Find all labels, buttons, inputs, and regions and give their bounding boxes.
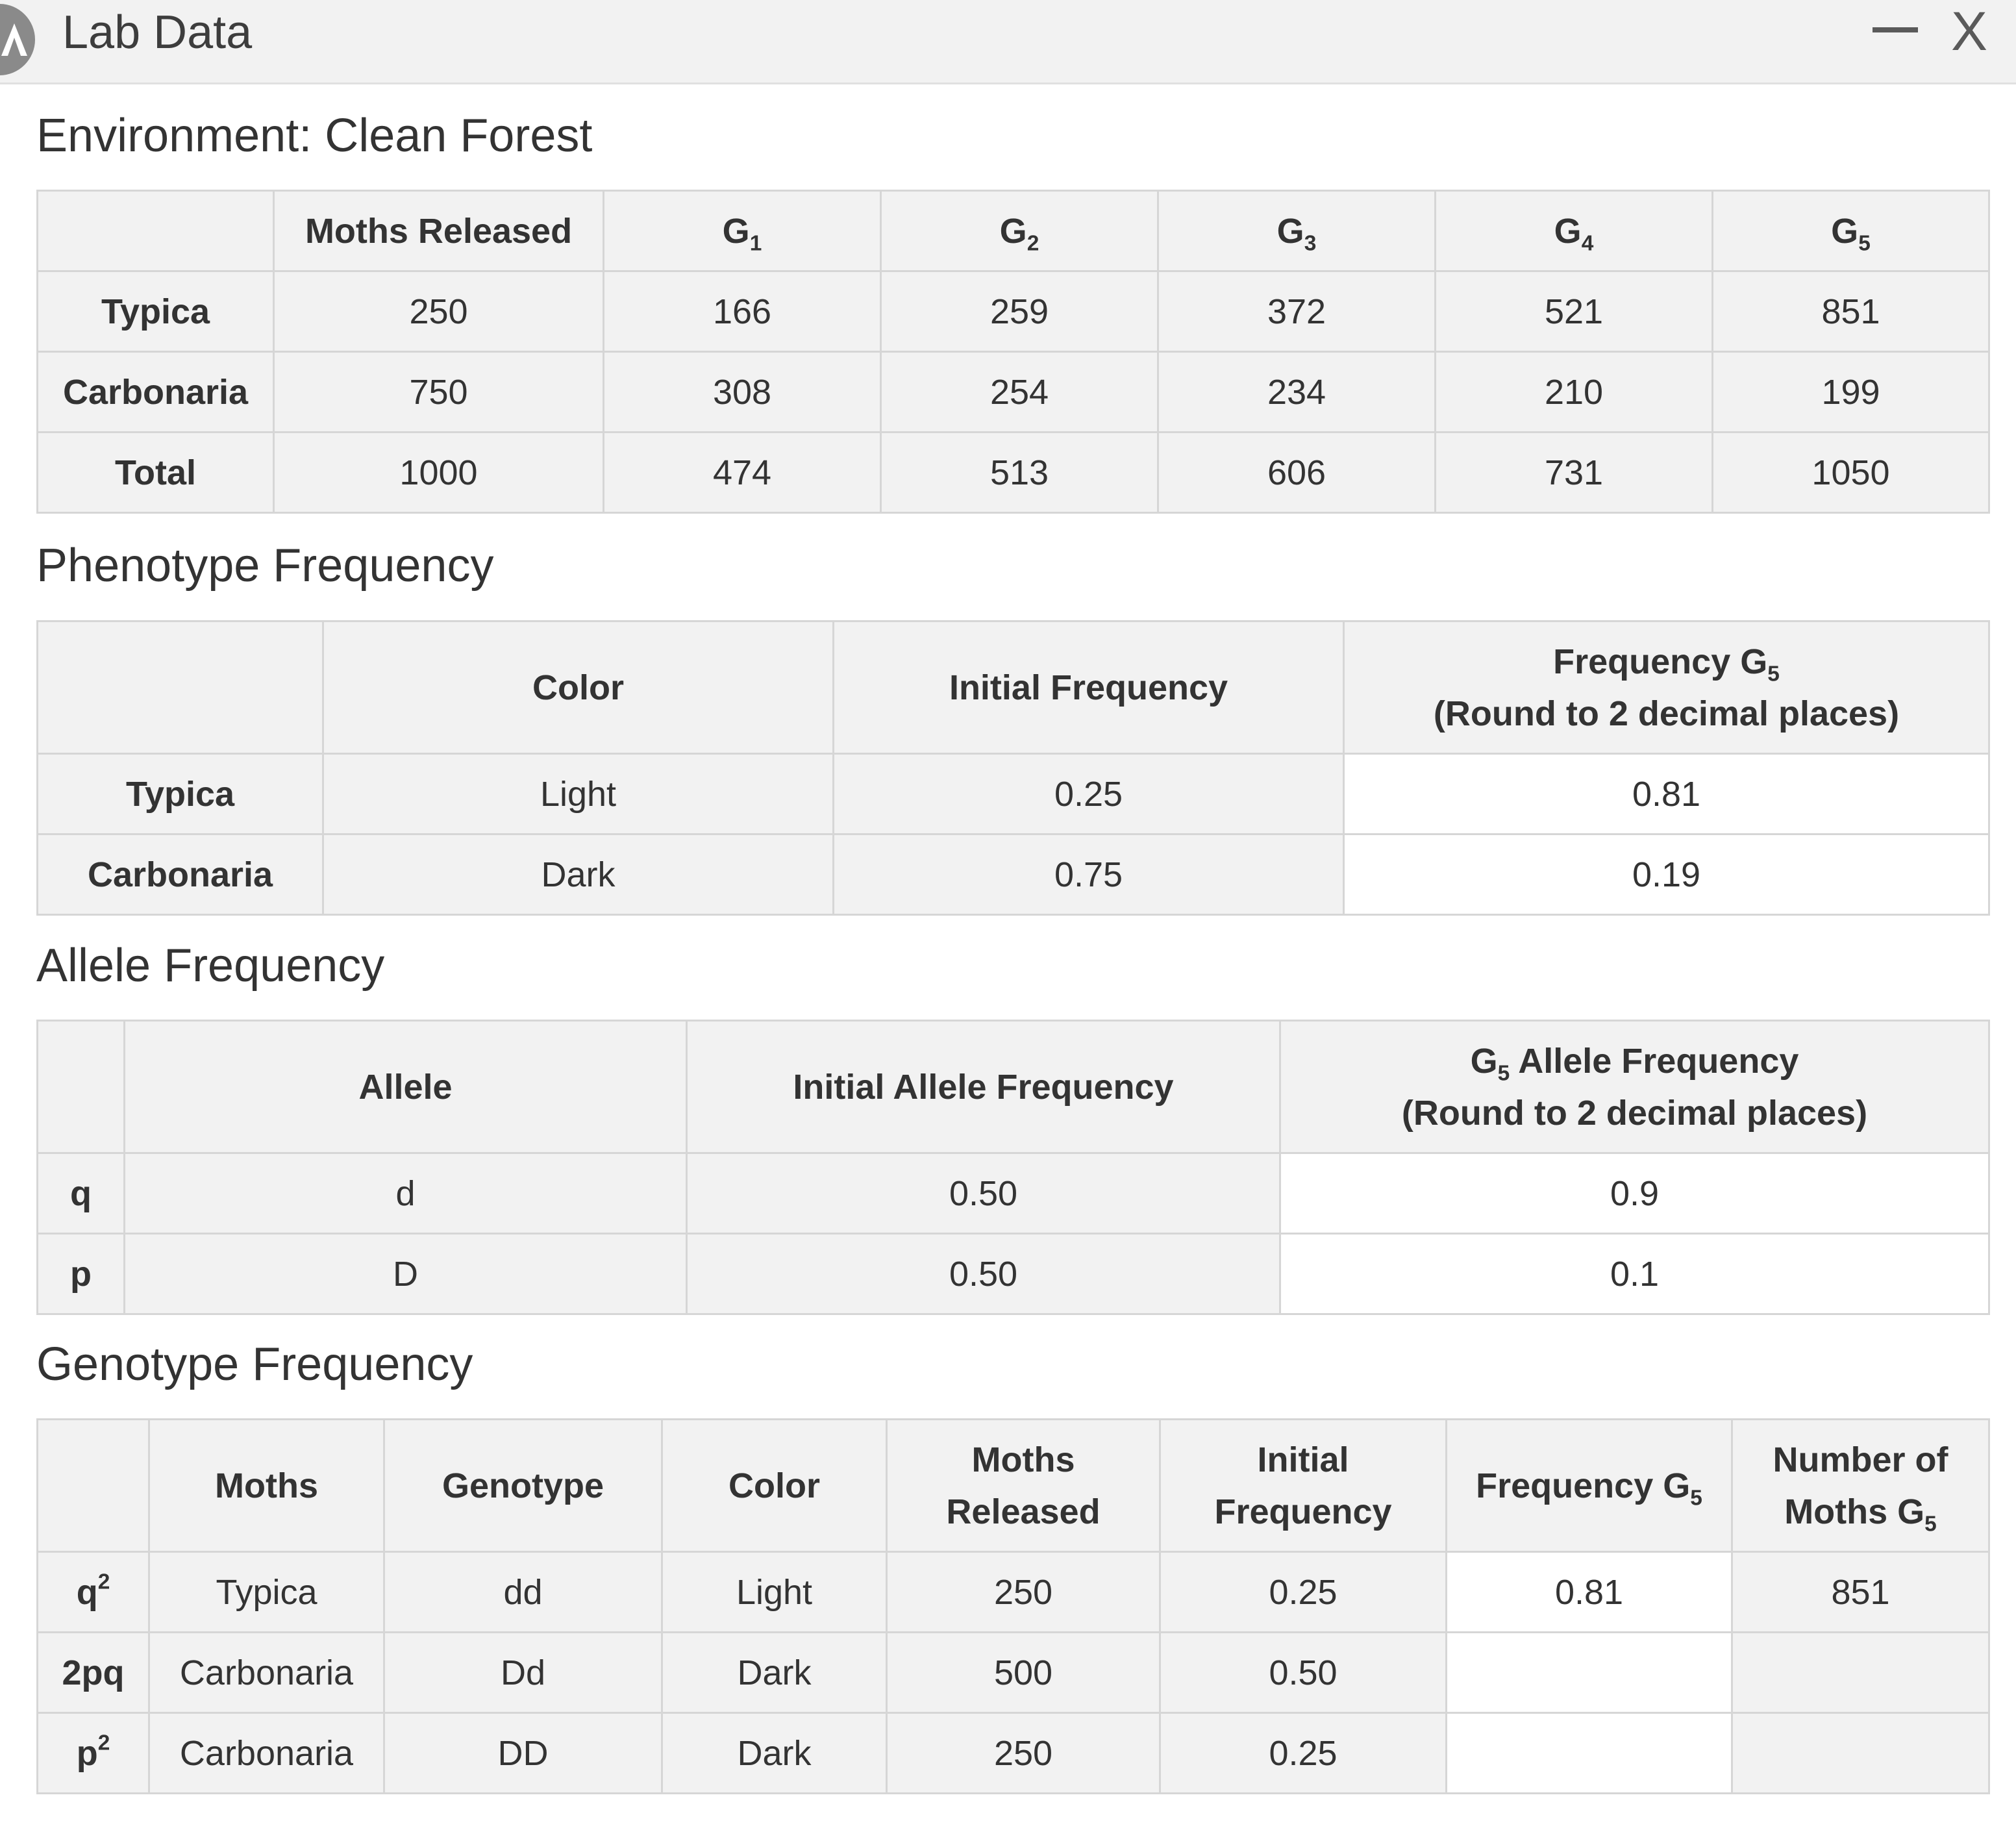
row-label: 2pq — [38, 1633, 149, 1713]
cell-released: 1000 — [274, 433, 604, 513]
cell-released: 250 — [274, 271, 604, 352]
cell-g4: 521 — [1436, 271, 1713, 352]
cell-color: Dark — [323, 834, 834, 915]
cell-genotype: dd — [384, 1552, 662, 1633]
allele-header-row — [38, 1021, 1989, 1153]
genotype-header-number-g5: Number of Moths $G_5$ — [1732, 1420, 1989, 1552]
row-label: $p^2$ — [38, 1713, 149, 1794]
genotype-header-genotype: Genotype — [384, 1420, 662, 1552]
allele-row-p — [38, 1234, 1989, 1314]
genotype-header-freq-g5: Frequency $G_5$ — [1447, 1420, 1732, 1552]
phenotype-row-typica — [38, 754, 1989, 834]
close-button[interactable] — [1940, 0, 1998, 65]
allele-header-initial: Initial Allele Frequency — [687, 1021, 1280, 1153]
genotype-header-row — [38, 1420, 1989, 1552]
cell-g2: 254 — [881, 352, 1158, 433]
cell-allele: d — [125, 1153, 687, 1234]
genotype-table — [36, 1418, 1990, 1794]
allele-table — [36, 1020, 1990, 1315]
cell-moths: Typica — [149, 1552, 384, 1633]
phenotype-title: Phenotype Frequency — [36, 540, 494, 592]
cell-released: 250 — [887, 1713, 1160, 1794]
cell-g3: 606 — [1158, 433, 1436, 513]
allele-g5-input[interactable]: 0.1 — [1280, 1234, 1989, 1314]
release-row-total — [38, 433, 1989, 513]
cell-g1: 474 — [604, 433, 881, 513]
cell-g4: 731 — [1436, 433, 1713, 513]
release-row-typica — [38, 271, 1989, 352]
row-label: Typica — [38, 754, 323, 834]
phenotype-header-initial: Initial Frequency — [834, 621, 1344, 754]
phenotype-header-g5: Frequency $G_5$ (Round to 2 decimal places) — [1344, 621, 1989, 754]
row-label: p — [38, 1234, 125, 1314]
cell-initial: 0.25 — [1160, 1713, 1447, 1794]
cell-g5: 1050 — [1713, 433, 1989, 513]
phenotype-g5-input[interactable]: 0.81 — [1344, 754, 1989, 834]
cell-number-g5: 851 — [1732, 1552, 1989, 1633]
cell-g1: 308 — [604, 352, 881, 433]
allele-header-allele: Allele — [125, 1021, 687, 1153]
minimize-icon — [1873, 27, 1918, 32]
genotype-freq-g5-input[interactable]: 0.81 — [1447, 1552, 1732, 1633]
allele-row-q — [38, 1153, 1989, 1234]
release-header-moths-released: Moths Released — [274, 191, 604, 271]
window-title: Lab Data — [62, 6, 253, 58]
cell-g3: 234 — [1158, 352, 1436, 433]
cell-color: Light — [662, 1552, 887, 1633]
genotype-header-initial: Initial Frequency — [1160, 1420, 1447, 1552]
row-label: Typica — [38, 271, 274, 352]
genotype-header-released: Moths Released — [887, 1420, 1160, 1552]
cell-color: Dark — [662, 1713, 887, 1794]
release-header-row — [38, 191, 1989, 271]
row-label: $q^2$ — [38, 1552, 149, 1633]
close-icon: X — [1950, 1, 1988, 62]
cell-g5: 199 — [1713, 352, 1989, 433]
cell-color: Light — [323, 754, 834, 834]
row-label: Carbonaria — [38, 352, 274, 433]
genotype-row-p2 — [38, 1713, 1989, 1794]
cell-released: 250 — [887, 1552, 1160, 1633]
release-header-g5: $G_5$ — [1713, 191, 1989, 271]
cell-g3: 372 — [1158, 271, 1436, 352]
release-header-g1: $G_1$ — [604, 191, 881, 271]
allele-title: Allele Frequency — [36, 940, 385, 992]
release-header-g4: $G_4$ — [1436, 191, 1713, 271]
cell-color: Dark — [662, 1633, 887, 1713]
phenotype-header-color: Color — [323, 621, 834, 754]
genotype-title: Genotype Frequency — [36, 1338, 473, 1390]
cell-initial: 0.50 — [687, 1234, 1280, 1314]
cell-initial: 0.50 — [687, 1153, 1280, 1234]
title-bar — [0, 0, 2016, 84]
allele-header-corner — [38, 1021, 125, 1153]
phenotype-row-carbonaria — [38, 834, 1989, 915]
cell-number-g5 — [1732, 1713, 1989, 1794]
genotype-freq-g5-input[interactable] — [1447, 1713, 1732, 1794]
phenotype-header-row — [38, 621, 1989, 754]
cell-g1: 166 — [604, 271, 881, 352]
cell-initial: 0.25 — [1160, 1552, 1447, 1633]
cell-g5: 851 — [1713, 271, 1989, 352]
cell-released: 500 — [887, 1633, 1160, 1713]
release-header-g3: $G_3$ — [1158, 191, 1436, 271]
release-header-corner — [38, 191, 274, 271]
phenotype-header-corner — [38, 621, 323, 754]
genotype-freq-g5-input[interactable] — [1447, 1633, 1732, 1713]
allele-g5-input[interactable]: 0.9 — [1280, 1153, 1989, 1234]
row-label: Carbonaria — [38, 834, 323, 915]
cell-genotype: Dd — [384, 1633, 662, 1713]
row-label: Total — [38, 433, 274, 513]
minimize-button[interactable] — [1866, 0, 1924, 65]
genotype-row-2pq — [38, 1633, 1989, 1713]
genotype-header-moths: Moths — [149, 1420, 384, 1552]
release-table — [36, 190, 1990, 514]
cell-g2: 513 — [881, 433, 1158, 513]
cell-g2: 259 — [881, 271, 1158, 352]
cell-allele: D — [125, 1234, 687, 1314]
release-row-carbonaria — [38, 352, 1989, 433]
phenotype-table — [36, 620, 1990, 916]
genotype-header-color: Color — [662, 1420, 887, 1552]
environment-title: Environment: Clean Forest — [36, 110, 593, 162]
allele-header-g5: $G_5$ Allele Frequency (Round to 2 decimal places) — [1280, 1021, 1989, 1153]
row-label: q — [38, 1153, 125, 1234]
cell-number-g5 — [1732, 1633, 1989, 1713]
app-icon — [0, 4, 35, 75]
genotype-row-q2 — [38, 1552, 1989, 1633]
cell-released: 750 — [274, 352, 604, 433]
cell-initial: 0.50 — [1160, 1633, 1447, 1713]
phenotype-g5-input[interactable]: 0.19 — [1344, 834, 1989, 915]
cell-initial: 0.25 — [834, 754, 1344, 834]
cell-moths: Carbonaria — [149, 1633, 384, 1713]
release-header-g2: $G_2$ — [881, 191, 1158, 271]
genotype-header-corner — [38, 1420, 149, 1552]
cell-moths: Carbonaria — [149, 1713, 384, 1794]
cell-initial: 0.75 — [834, 834, 1344, 915]
cell-g4: 210 — [1436, 352, 1713, 433]
cell-genotype: DD — [384, 1713, 662, 1794]
